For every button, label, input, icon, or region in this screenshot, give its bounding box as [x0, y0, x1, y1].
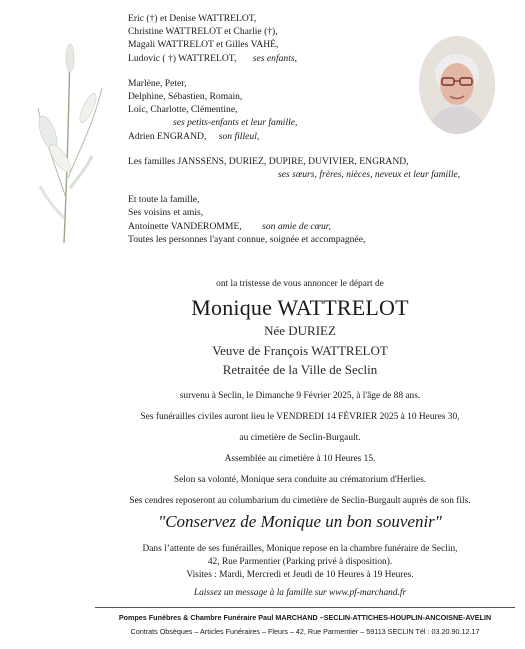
- detail-line-4: Assemblée au cimetière à 10 Heures 15.: [224, 454, 376, 464]
- grandchild-line-2: Delphine, Sébastien, Romain,: [128, 91, 243, 103]
- grandchildren-role: ses petits-enfants et leur famille,: [173, 117, 298, 129]
- message-link[interactable]: Laissez un message à la famille sur www.pf-marchand.fr: [193, 588, 407, 598]
- families-line: Les familles JANSSENS, DURIEZ, DUPIRE, DUVIVIER, ENGRAND,: [128, 155, 409, 167]
- godson-line: [128, 130, 508, 143]
- friend-name: Antoinette VANDEROMME,: [128, 220, 242, 232]
- friend-line: [128, 220, 508, 233]
- child-line-1: Eric (†) et Denise WATTRELOT,: [128, 13, 257, 24]
- detail-line-2: Ses funérailles civiles auront lieu le VENDREDI 14 FÉVRIER 2025 à 10 Heures 30,: [140, 412, 460, 422]
- grandchild-line-3: Loïc, Charlotte, Clémentine,: [128, 104, 238, 116]
- announcement-text: ont la tristesse de vous annoncer le départ de: [216, 279, 384, 289]
- all-family-line: Et toute la famille,: [128, 194, 200, 206]
- neighbours-line: Ses voisins et amis,: [128, 207, 204, 219]
- godson-role: son filleul,: [218, 130, 260, 142]
- retired-line: Retraitée de la Ville de Seclin: [222, 362, 378, 377]
- repose-info: [90, 543, 510, 582]
- godson-name: Adrien ENGRAND,: [128, 130, 207, 142]
- child-line-4: [128, 52, 508, 65]
- maiden-name: Née DURIEZ: [264, 323, 336, 338]
- all-people-line: Toutes les personnes l'ayant connue, soignée et accompagnée,: [128, 233, 366, 245]
- children-role: ses enfants,: [252, 52, 298, 64]
- child-line-2: Christine WATTRELOT et Charlie (†),: [128, 26, 278, 38]
- child-name-4: Ludovic ( †) WATTRELOT,: [128, 52, 237, 64]
- lily-flower-decoration: [30, 28, 110, 248]
- remembrance-quote: "Conservez de Monique un bon souvenir": [158, 512, 442, 531]
- repose-line-2: 42, Rue Parmentier (Parking privé à disposition).: [207, 557, 393, 567]
- detail-line-5: Selon sa volonté, Monique sera conduite au crématorium d'Herlies.: [173, 475, 427, 485]
- families-role: ses sœurs, frères, nièces, neveux et leur famille,: [278, 169, 461, 181]
- repose-line-3: Visites : Mardi, Mercredi et Jeudi de 10 Heures à 19 Heures.: [186, 570, 414, 580]
- footer-contact-line: Contrats Obsèques – Articles Funéraires – Fleurs – 42, Rue Parmentier – 59113 SECLIN Tél : 03.20.90.12.17: [130, 627, 480, 636]
- widow-line: Veuve de François WATTRELOT: [212, 343, 388, 358]
- funeral-details: [90, 390, 510, 516]
- family-list: [128, 12, 508, 246]
- grandchild-line-1: Marlène, Peter,: [128, 77, 187, 89]
- deceased-name: Monique WATTRELOT: [191, 295, 409, 320]
- footer-divider: [95, 607, 515, 608]
- child-line-3: Magali WATTRELOT et Gilles VAHÉ,: [128, 39, 279, 51]
- detail-line-1: survenu à Seclin, le Dimanche 9 Février 2025, à l'âge de 88 ans.: [179, 391, 421, 401]
- detail-line-6: Ses cendres reposeront au columbarium du cimetière de Seclin-Burgault auprès de son fils.: [129, 496, 471, 506]
- detail-line-3: au cimetière de Seclin-Burgault.: [239, 433, 361, 443]
- repose-line-1: Dans l’attente de ses funérailles, Monique repose en la chambre funéraire de Seclin,: [142, 544, 458, 554]
- footer-company-line: Pompes Funèbres & Chambre Funéraire Paul MARCHAND –SECLIN-ATTICHES-HOUPLIN-ANCOISNE-AVELIN: [118, 613, 492, 622]
- friend-role: son amie de cœur,: [262, 220, 331, 232]
